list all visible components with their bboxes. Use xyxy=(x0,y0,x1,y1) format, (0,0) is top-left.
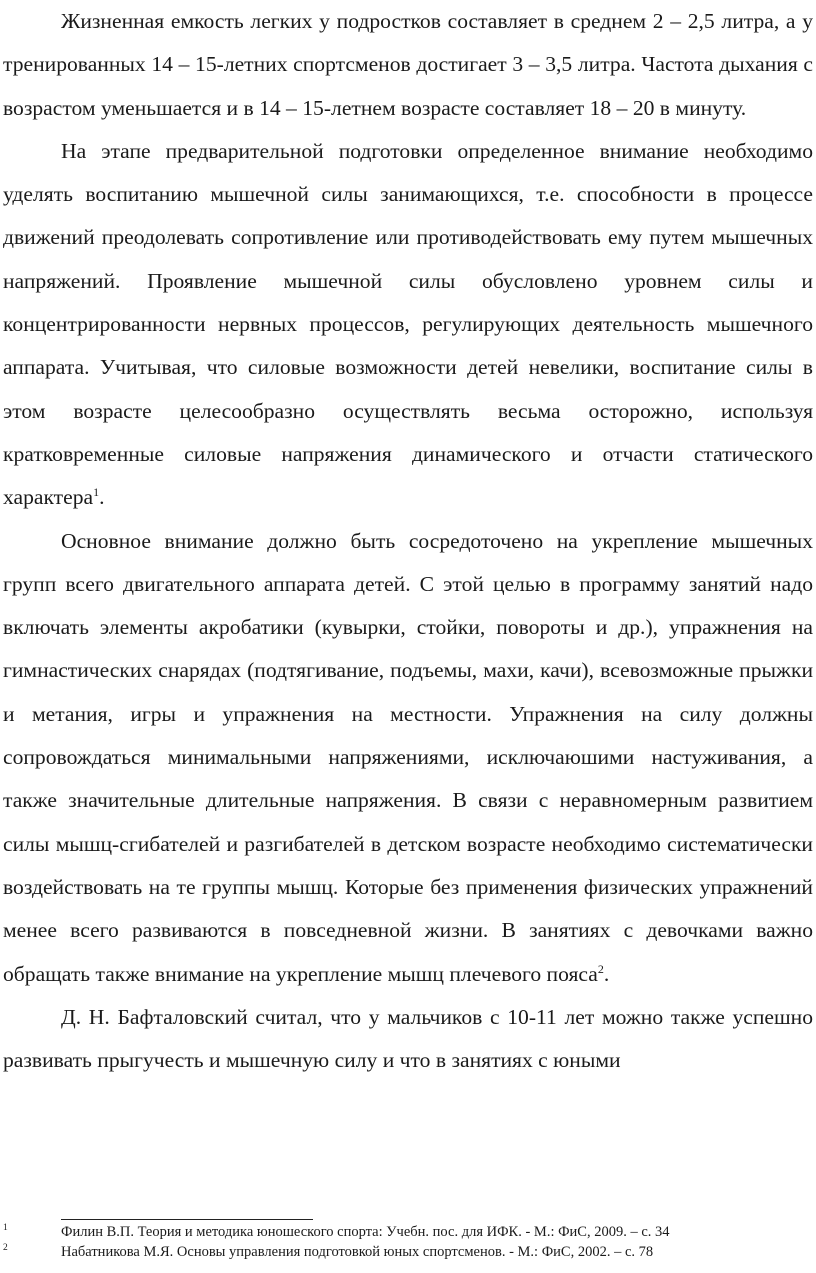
footnote-text: Филин В.П. Теория и методика юношеского спорта: Учебн. пос. для ИФК. - М.: ФиС, 2009. – с. 34 xyxy=(61,1224,670,1240)
paragraph-baftalovsky xyxy=(3,996,813,1083)
footnote-item xyxy=(3,1222,813,1242)
paragraph-muscle-groups xyxy=(3,520,813,996)
paragraph-text: Основное внимание должно быть сосредоточено на укрепление мышечных групп всего двигательного аппарата детей. С этой целью в программу занятий надо включать элементы акробатики (кувырки, стойки, повороты и др.), упражнения на гимнастических снарядах (подтягивание, подъемы, махи, качи), всевозможные прыжки и метания, игры и упражнения на местности. Упражнения на силу должны сопровождаться минимальными напряжениями, исключаюшими настуживания, а также значительные длительные напряжения. В связи с неравномерным развитием силы мышц-сгибателей и разгибателей в детском возрасте необходимо систематически воздействовать на те группы мышц. Которые без применения физических упражнений менее всего развиваются в повседневной жизни. В занятиях с девочками важно обращать также внимание на укрепление мышц плечевого пояса xyxy=(3,528,813,986)
paragraph-text: Жизненная емкость легких у подростков составляет в среднем 2 – 2,5 литра, а у тренированных 14 – 15-летних спортсменов достигает 3 – 3,5 литра. Частота дыхания с возрастом уменьшается и в 14 – 15-летнем возрасте составляет 18 – 20 в минуту. xyxy=(3,9,813,120)
footnotes xyxy=(3,1222,813,1262)
paragraph-tail: . xyxy=(603,961,610,986)
paragraph-text: Д. Н. Бафталовский считал, что у мальчиков с 10-11 лет можно также успешно развивать прыгучесть и мышечную силу и что в занятиях с юными xyxy=(3,1004,813,1073)
footnote-item xyxy=(3,1242,813,1262)
footnote-number: 1 xyxy=(3,1223,8,1233)
paragraph-vital-capacity xyxy=(3,0,813,130)
footnote-reference: 2 xyxy=(597,961,604,976)
footnote-divider xyxy=(61,1219,313,1220)
paragraph-text: На этапе предварительной подготовки определенное внимание необходимо уделять воспитанию мышечной силы занимающихся, т.е. способности в процессе движений преодолевать сопротивление или противодействовать ему путем мышечных напряжений. Проявление мышечной силы обусловлено уровнем силы и концентрированности нервных процессов, регулирующих деятельность мышечного аппарата. Учитывая, что силовые возможности детей невелики, воспитание силы в этом возрасте целесообразно осуществлять весьма осторожно, используя кратковременные силовые напряжения динамического и отчасти статического характера xyxy=(3,138,813,510)
footnote-number: 2 xyxy=(3,1243,8,1253)
paragraph-muscle-strength xyxy=(3,130,813,520)
document-body xyxy=(3,0,813,1082)
footnote-reference: 1 xyxy=(93,485,100,500)
paragraph-tail: . xyxy=(99,485,105,510)
footnote-text: Набатникова М.Я. Основы управления подготовкой юных спортсменов. - М.: ФиС, 2002. – с. 78 xyxy=(61,1244,654,1260)
